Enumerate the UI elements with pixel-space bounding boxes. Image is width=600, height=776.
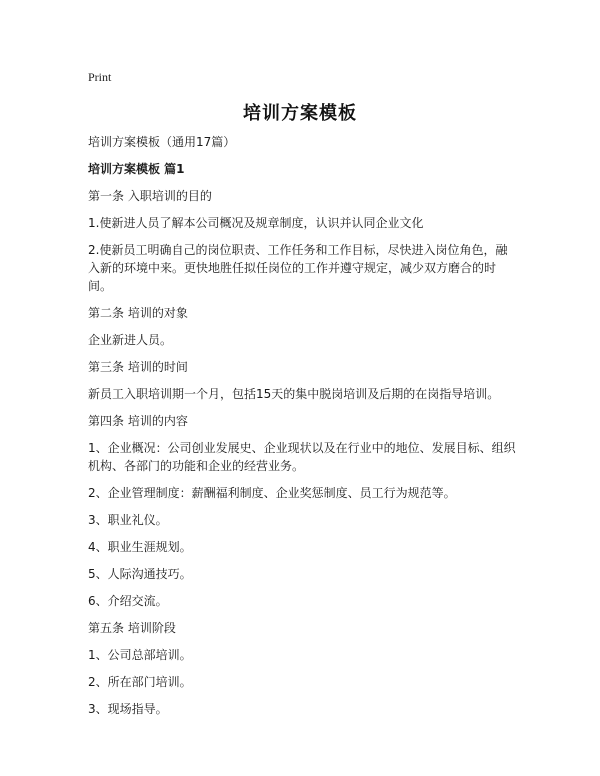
- paragraph: 第一条 入职培训的目的: [88, 189, 212, 203]
- paragraph: 3、职业礼仪。: [88, 513, 168, 527]
- paragraph: 培训方案模板（通用17篇）: [88, 135, 236, 149]
- paragraph: 2.使新员工明确自己的岗位职责、工作任务和工作目标，尽快进入岗位角色，融入新的环境中来。更快地胜任拟任岗位的工作并遵守规定，减少双方磨合的时间。: [88, 243, 508, 293]
- print-link[interactable]: Print: [88, 70, 112, 84]
- paragraph: 第三条 培训的时间: [88, 360, 188, 374]
- paragraph: 5、人际沟通技巧。: [88, 567, 192, 581]
- paragraph: 第二条 培训的对象: [88, 306, 188, 320]
- section-heading: 培训方案模板 篇1: [88, 162, 185, 176]
- paragraph: 新员工入职培训期一个月，包括15天的集中脱岗培训及后期的在岗指导培训。: [88, 387, 500, 401]
- paragraph: 2、企业管理制度：薪酬福利制度、企业奖惩制度、员工行为规范等。: [88, 486, 456, 500]
- paragraph: 6、介绍交流。: [88, 594, 168, 608]
- paragraph: 2、所在部门培训。: [88, 675, 192, 689]
- document-body: [88, 133, 518, 727]
- document-title: 培训方案模板: [243, 103, 357, 124]
- paragraph: 企业新进人员。: [88, 333, 173, 347]
- paragraph: 第四条 培训的内容: [88, 414, 188, 428]
- paragraph: 1.使新进人员了解本公司概况及规章制度，认识并认同企业文化: [88, 216, 424, 230]
- paragraph: 4、职业生涯规划。: [88, 540, 192, 554]
- paragraph: 第五条 培训阶段: [88, 621, 176, 635]
- paragraph: 3、现场指导。: [88, 702, 168, 716]
- paragraph: 1、公司总部培训。: [88, 648, 192, 662]
- paragraph: 1、企业概况：公司创业发展史、企业现状以及在行业中的地位、发展目标、组织机构、各部门的功能和企业的经营业务。: [88, 441, 516, 473]
